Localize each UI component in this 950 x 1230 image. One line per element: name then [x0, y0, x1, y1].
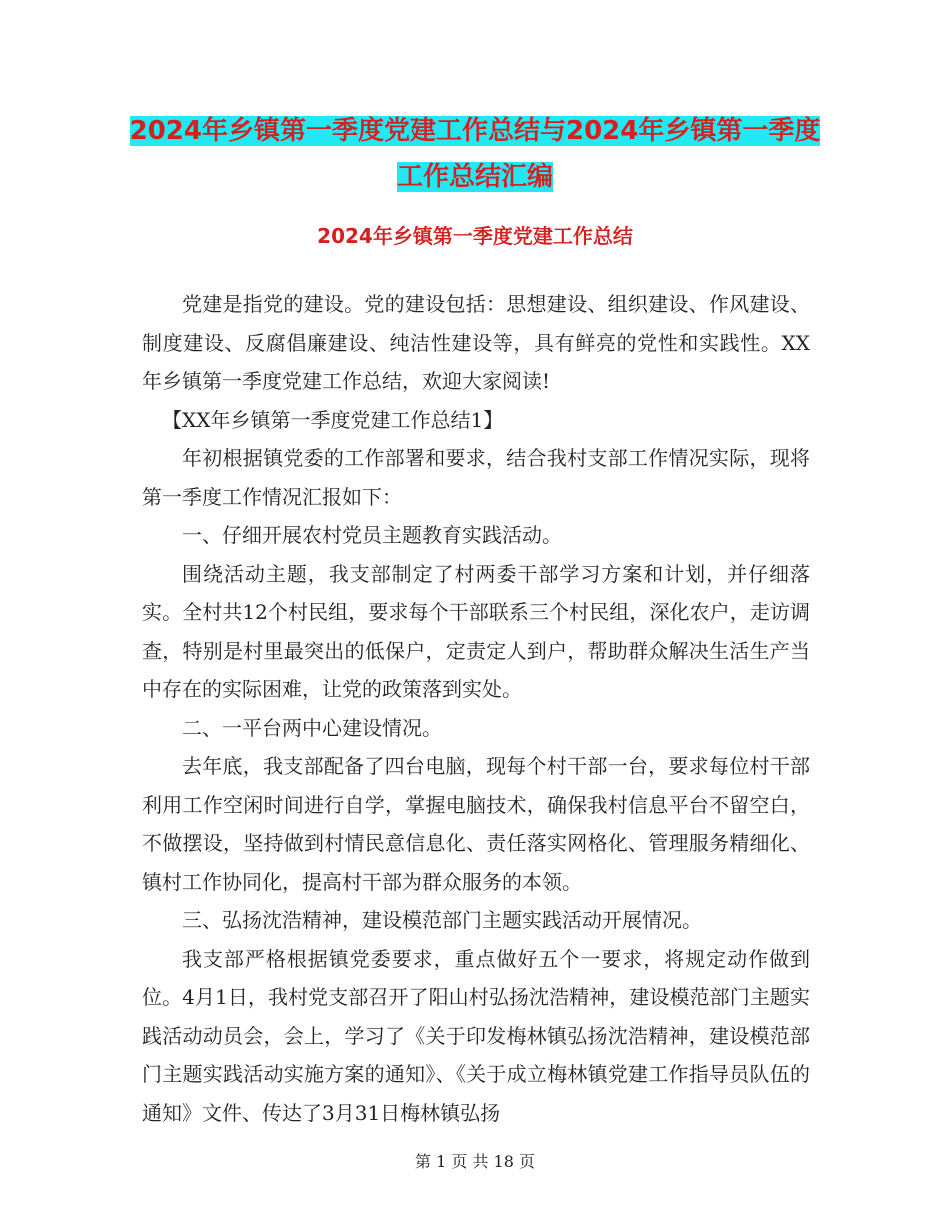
paragraph: 我支部严格根据镇党委要求，重点做好五个一要求，将规定动作做到位。4月1日，我村党支部召开了阳山村弘扬沈浩精神，建设模范部门主题实践活动动员会，会上，学习了《关于印发梅林镇弘扬沈浩精神，建设模范部门主题实践活动实施方案的通知》、《关于成立梅林镇党建工作指导员队伍的通知》文件、传达了3月31日梅林镇弘扬 — [142, 946, 810, 1125]
paragraph-heading: 一、仔细开展农村党员主题教育实践活动。 — [182, 523, 562, 547]
paragraph-heading: 二、一平台两中心建设情况。 — [182, 715, 442, 740]
page-footer: 第 1 页 共 18 页 — [415, 1152, 535, 1171]
section-title: 2024年乡镇第一季度党建工作总结 — [317, 224, 633, 248]
paragraph: 去年底，我支部配备了四台电脑，现每个村干部一台，要求每位村干部利用工作空闲时间进行自学，掌握电脑技术，确保我村信息平台不留空白，不做摆设，坚持做到村情民意信息化、责任落实网格化、管理服务精细化、镇村工作协同化，提高村干部为群众服务的本领。 — [142, 754, 810, 894]
paragraph: 党建是指党的建设。党的建设包括：思想建设、组织建设、作风建设、制度建设、反腐倡廉建设、纯洁性建设等，具有鲜亮的党性和实践性。XX年乡镇第一季度党建工作总结，欢迎大家阅读! — [142, 292, 810, 393]
main-title — [120, 108, 830, 200]
paragraph-heading: 【XX年乡镇第一季度党建工作总结1】 — [162, 407, 504, 432]
paragraph: 年初根据镇党委的工作部署和要求，结合我村支部工作情况实际，现将第一季度工作情况汇报如下： — [142, 446, 810, 509]
paragraph: 围绕活动主题，我支部制定了村两委干部学习方案和计划，并仔细落实。全村共12个村民组，要求每个干部联系三个村民组，深化农户，走访调查，特别是村里最突出的低保户，定责定人到户，帮助群众解决生活生产当中存在的实际困难，让党的政策落到实处。 — [142, 561, 810, 701]
document-body — [142, 285, 810, 1132]
main-title-text: 2024年乡镇第一季度党建工作总结与2024年乡镇第一季度工作总结汇编 — [129, 116, 821, 192]
paragraph-heading: 三、弘扬沈浩精神，建设模范部门主题实践活动开展情况。 — [182, 908, 702, 932]
